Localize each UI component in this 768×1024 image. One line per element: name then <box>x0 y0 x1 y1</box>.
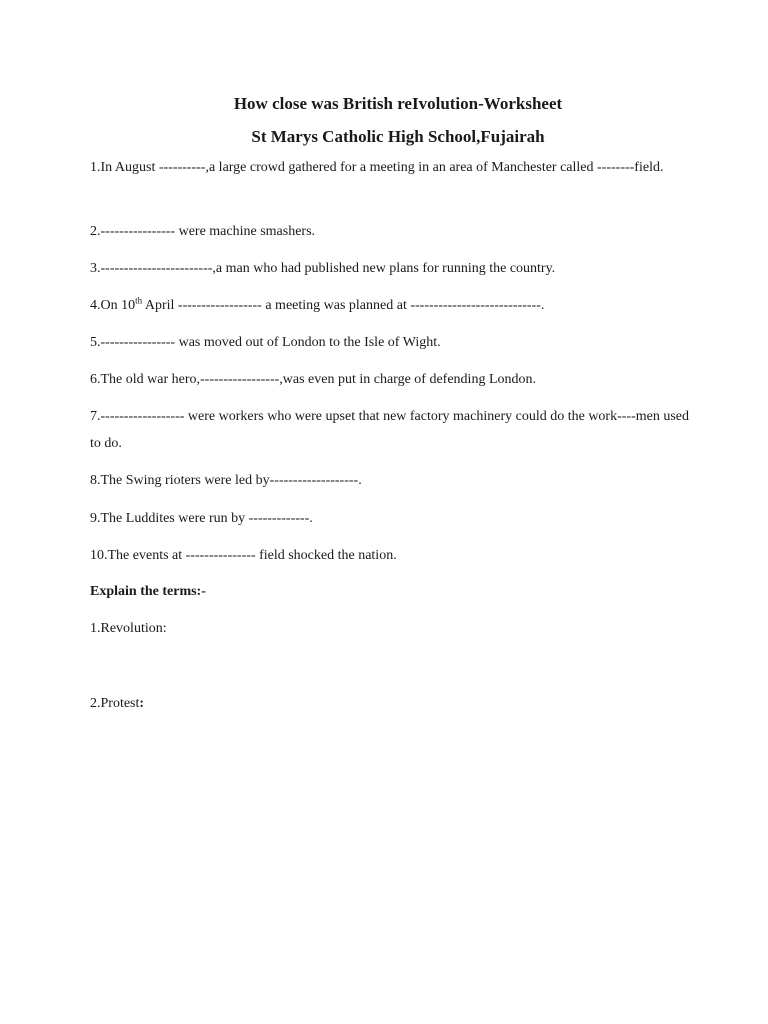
question-1: 1.In August ----------,a large crowd gathered for a meeting in an area of Manchester called --------field. <box>90 160 664 175</box>
question-10: 10.The events at --------------- field shocked the nation. <box>90 548 397 563</box>
question-4-end: April ------------------ a meeting was planned at ----------------------------. <box>142 298 545 313</box>
explain-terms-heading: Explain the terms:- <box>90 584 206 599</box>
question-4-superscript: th <box>135 295 143 306</box>
school-name: St Marys Catholic High School,Fujairah <box>251 127 545 146</box>
question-7: 7.------------------ were workers who were upset that new factory machinery could do the work----men used to do. <box>90 409 690 451</box>
question-6: 6.The old war hero,-----------------,was even put in charge of defending London. <box>90 372 536 387</box>
question-9: 9.The Luddites were run by -------------. <box>90 511 313 526</box>
term-protest-label: 2.Protest <box>90 696 140 711</box>
term-revolution: 1.Revolution: <box>90 621 167 636</box>
question-2: 2.---------------- were machine smashers. <box>90 224 316 239</box>
worksheet-title: How close was British reIvolution-Worksheet <box>233 94 563 113</box>
question-5: 5.---------------- was moved out of London to the Isle of Wight. <box>90 335 441 350</box>
question-8: 8.The Swing rioters were led by-------------------. <box>90 473 362 488</box>
question-4-start: 4.On 10 <box>90 298 136 313</box>
question-3: 3.------------------------,a man who had published new plans for running the country. <box>90 261 556 276</box>
term-protest <box>90 690 690 717</box>
question-4 <box>90 292 690 319</box>
term-protest-colon: : <box>139 696 145 711</box>
